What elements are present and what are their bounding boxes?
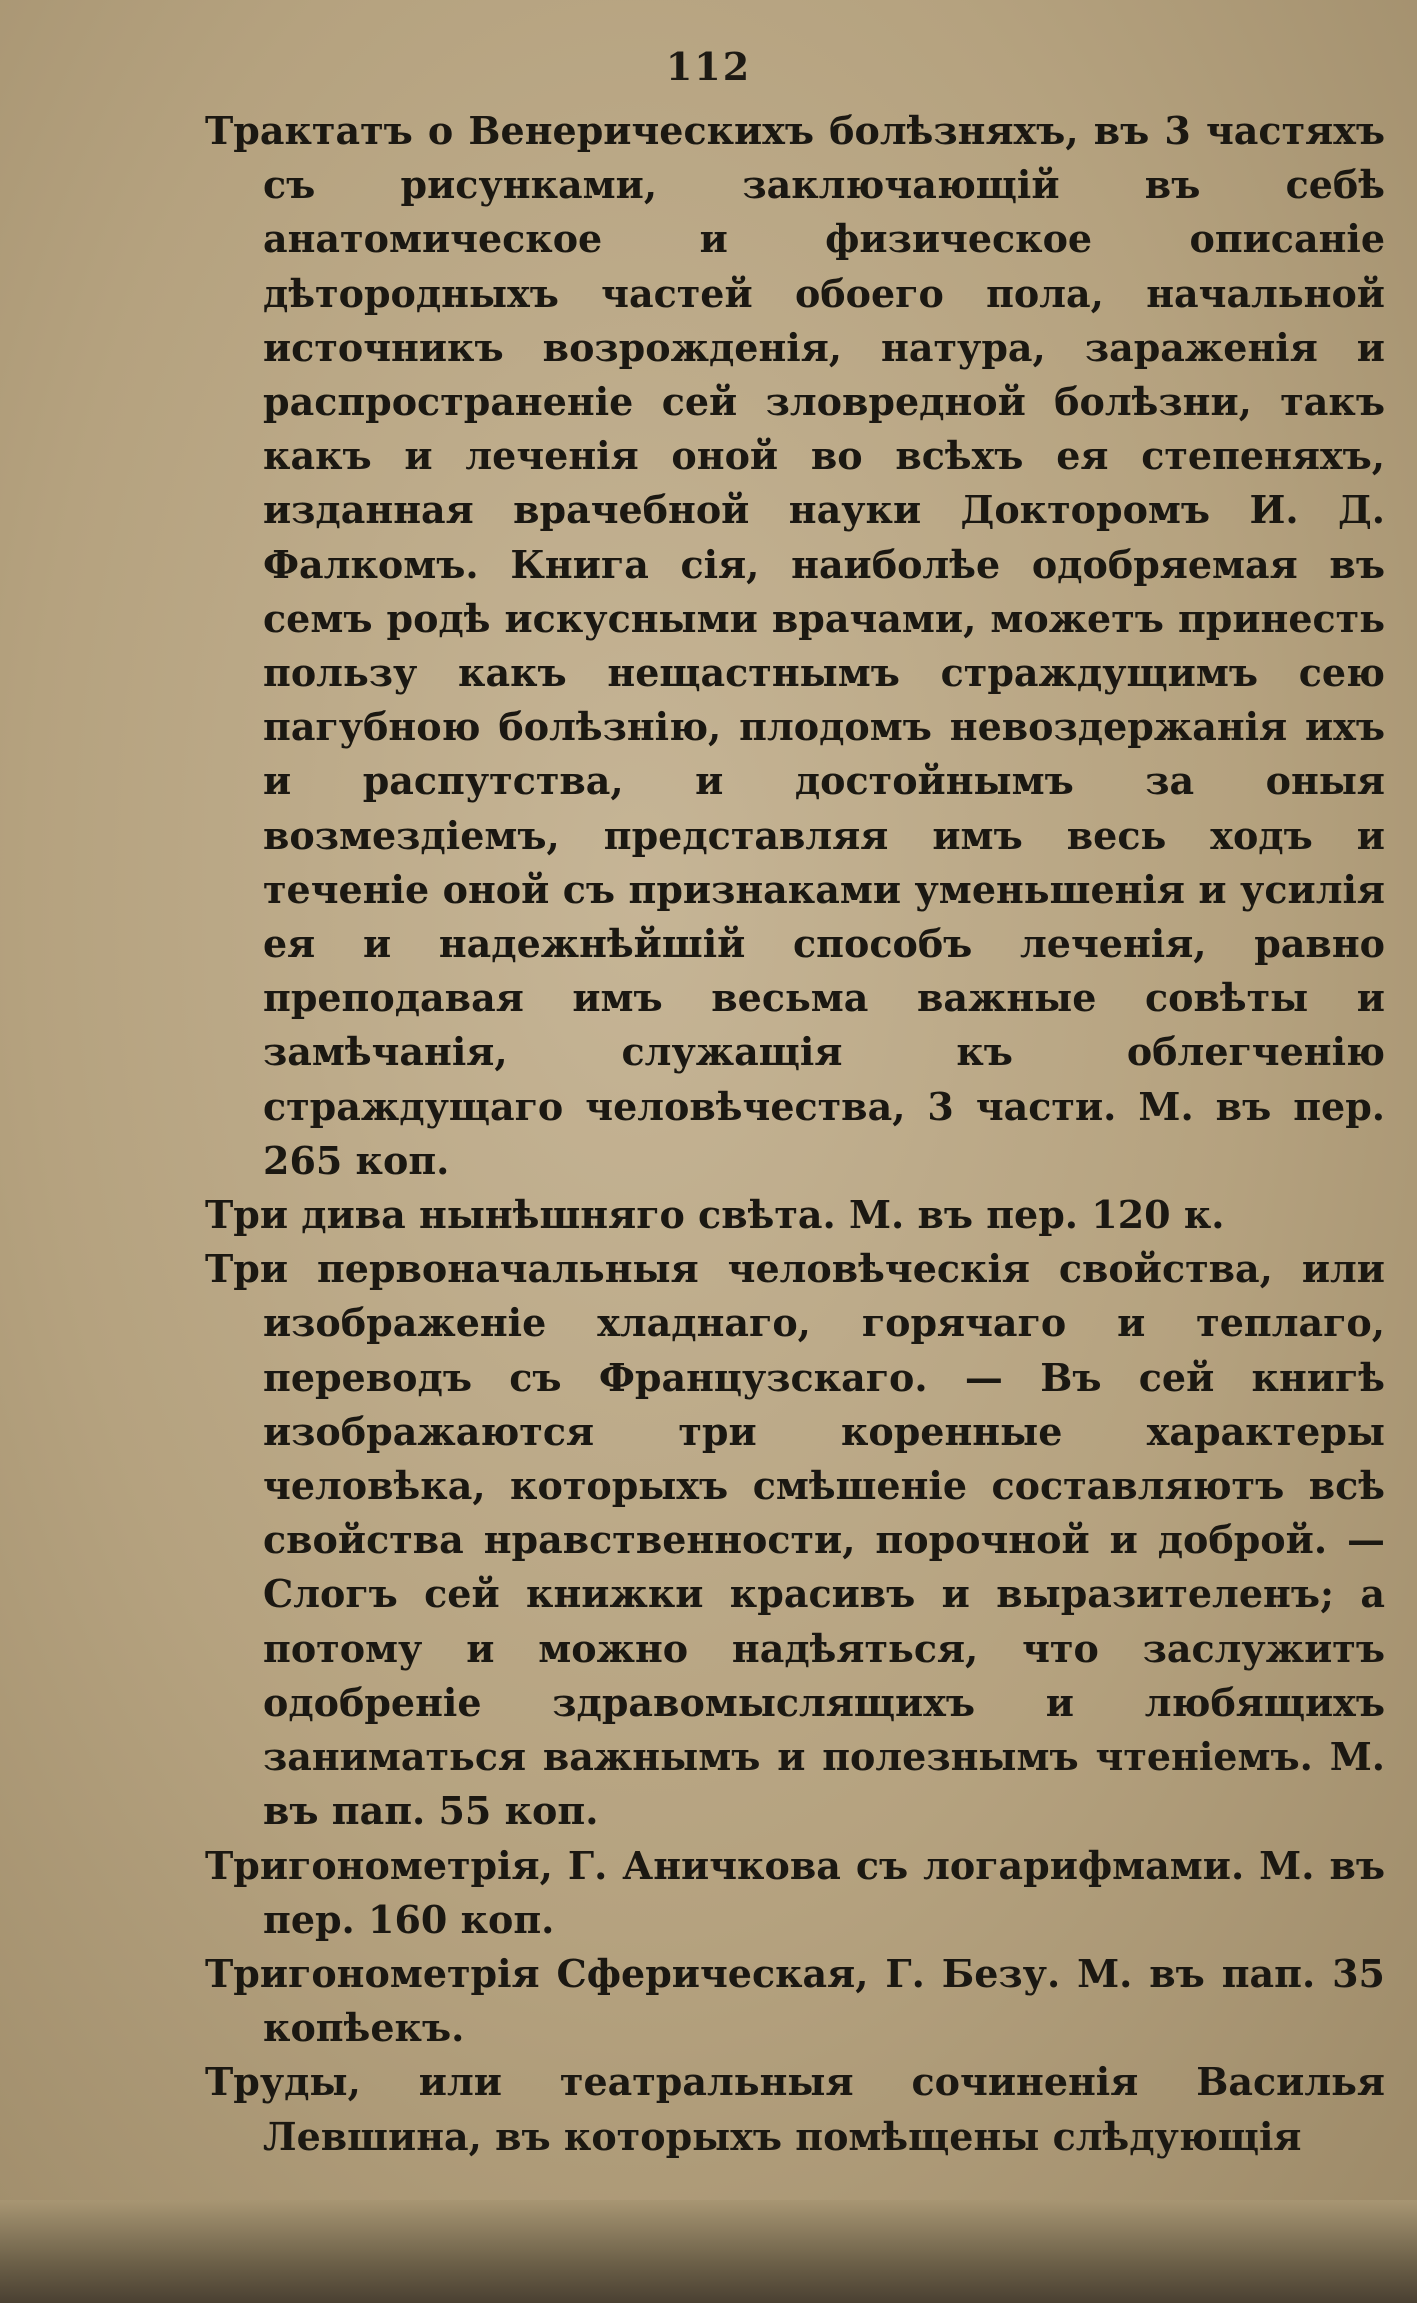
catalog-entry: Тригонометрія Сферическая, Г. Безу. М. въ пап. 35 копѣекъ. [205, 1950, 1385, 2051]
catalog-entry: Тригонометрія, Г. Аничкова съ логарифмами. М. въ пер. 160 коп. [205, 1842, 1385, 1942]
catalog-entry: Три дива нынѣшняго свѣта. М. въ пер. 120 к. [205, 1192, 1225, 1238]
page-number: 112 [665, 44, 752, 89]
catalog-entry: Три первоначальныя человѣческія свойства, или изображеніе хладнаго, горячаго и теплаго, переводъ съ Французскаго. — Въ сей книгѣ изображаются три коренные характеры человѣка, которыхъ смѣшеніе составляютъ всѣ свойства нравственности, порочной и доброй. — Слогъ сей книжки красивъ и выразителенъ; а потому и можно надѣяться, что заслужитъ одобреніе здравомыслящихъ и любящихъ заниматься важнымъ и полезнымъ чтеніемъ. М. въ пап. 55 коп. [205, 1246, 1385, 1834]
catalog-entry: Трактатъ о Венерическихъ болѣзняхъ, въ 3 частяхъ съ рисунками, заключающій въ себѣ анатомическое и физическое описаніе дѣтородныхъ частей обоего пола, начальной источникъ возрожденія, натура, зараженія и распространеніе сей зловредной болѣзни, такъ какъ и леченія оной во всѣхъ ея степеняхъ, изданная врачебной науки Докторомъ И. Д. Фалкомъ. Книга сія, наиболѣе одобряемая въ семъ родѣ искусными врачами, можетъ принесть пользу какъ нещастнымъ страждущимъ сею пагубною болѣзнію, плодомъ невоздержанія ихъ и распутства, и достойнымъ за оныя возмездіемъ, представляя имъ весь ходъ и теченіе оной съ признаками уменьшенія и усилія ея и надежнѣйшій способъ леченія, равно преподавая имъ весьма важные совѣты и замѣчанія, служащія къ облегченію страждущаго человѣчества, 3 части. М. въ пер. 265 коп. [205, 108, 1385, 1183]
page-edge [0, 2200, 1417, 2303]
catalog-entry: Труды, или театральныя сочиненія Василья Левшина, въ которыхъ помѣщены слѣдующія [205, 2059, 1385, 2159]
catalog-text [205, 104, 1385, 2164]
